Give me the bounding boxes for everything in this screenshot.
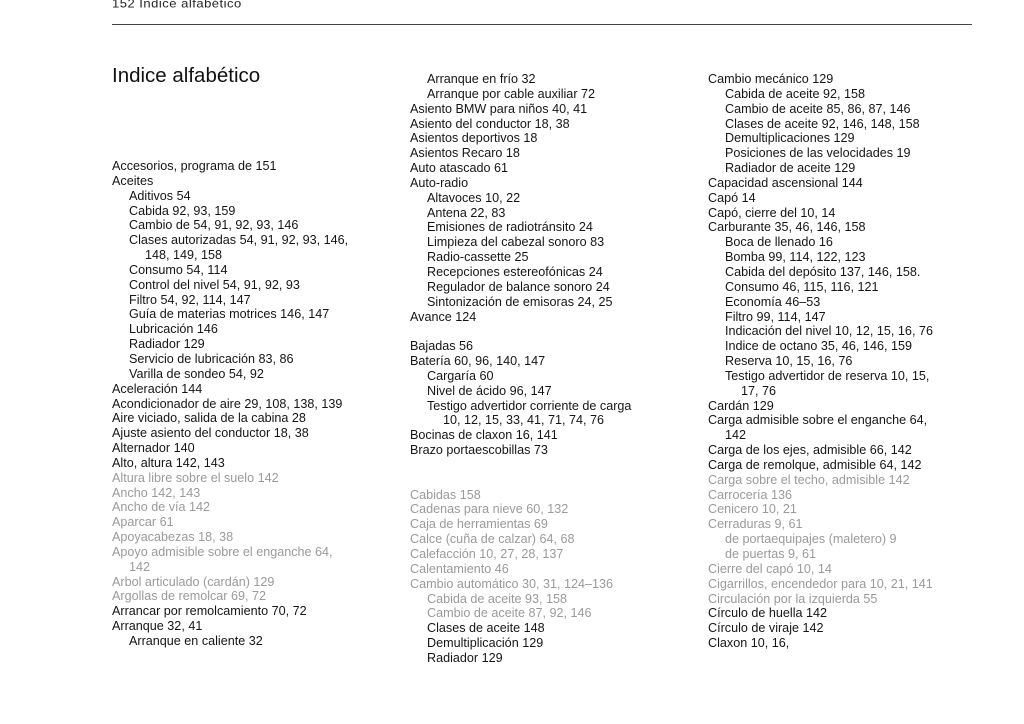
index-subentry: de puertas 9, 61: [725, 547, 817, 561]
index-subentry: Cambio de aceite 85, 86, 87, 146: [725, 101, 911, 116]
index-entry: Batería 60, 96, 140, 147: [410, 354, 546, 369]
index-subentry: de portaequipajes (maletero) 9: [725, 532, 897, 547]
index-subentry: Nivel de ácido 96, 147: [427, 383, 552, 398]
index-subentry: Reserva 10, 15, 16, 76: [725, 354, 853, 369]
index-subentry: Filtro 99, 114, 147: [725, 309, 826, 324]
index-subentry: Cabida de aceite 93, 158: [427, 591, 568, 606]
index-entry: Auto atascado 61: [410, 161, 509, 176]
header-rule: [112, 24, 972, 25]
index-subentry: Arranque en caliente 32: [129, 634, 263, 648]
index-subentry: Testigo advertidor corriente de carga: [427, 398, 632, 413]
index-entry: Calentamiento 46: [410, 561, 509, 576]
index-entry: Ancho 142, 143: [112, 485, 201, 500]
index-column-3: [708, 72, 988, 651]
index-entry: Ajuste asiento del conductor 18, 38: [112, 426, 309, 441]
index-subentry: Varilla de sondeo 54, 92: [129, 366, 264, 381]
index-entry: Bocinas de claxon 16, 141: [410, 428, 558, 443]
index-subentry: Demultiplicaciones 129: [725, 131, 855, 146]
index-entry: Círculo de viraje 142: [708, 621, 824, 636]
index-subentry: Control del nivel 54, 91, 92, 93: [129, 277, 300, 292]
index-subentry: Indice de octano 35, 46, 146, 159: [725, 339, 912, 354]
index-subentry: Demultiplicación 129: [427, 636, 544, 651]
index-subentry: 148, 149, 158: [145, 248, 223, 263]
index-entry: Aceleración 144: [112, 381, 203, 396]
index-subentry: 17, 76: [741, 383, 777, 398]
index-entry: Carga sobre el techo, admisible 142: [708, 472, 910, 487]
index-entry: Arrancar por remolcamiento 70, 72: [112, 604, 307, 619]
index-subentry: Radiador 129: [427, 650, 503, 665]
index-entry: Carga de remolque, admisible 64, 142: [708, 457, 922, 472]
index-entry: Cambio mecánico 129: [708, 72, 834, 86]
index-entry: Cierre del capó 10, 14: [708, 561, 832, 576]
index-subentry: Aditivos 54: [129, 188, 191, 203]
index-subentry: Cambio de aceite 87, 92, 146: [427, 606, 592, 621]
index-subentry: Economía 46–53: [725, 294, 821, 309]
index-entry: Cambio automático 30, 31, 124–136: [410, 576, 614, 591]
index-entry: Cenicero 10, 21: [708, 502, 797, 517]
index-subentry: Arranque en frío 32: [427, 72, 536, 86]
index-subentry: Arranque por cable auxiliar 72: [427, 86, 596, 101]
index-subentry: Filtro 54, 92, 114, 147: [129, 292, 251, 307]
index-entry: Calce (cuña de calzar) 64, 68: [410, 532, 575, 547]
index-entry: Argollas de remolcar 69, 72: [112, 589, 267, 604]
index-entry: Arbol articulado (cardán) 129: [112, 574, 275, 589]
index-entry: Accesorios, programa de 151: [112, 159, 277, 173]
index-entry: Aire viciado, salida de la cabina 28: [112, 411, 306, 426]
index-entry: Bajadas 56: [410, 339, 474, 354]
index-subentry: Clases de aceite 148: [427, 621, 545, 636]
index-entry: Cabidas 158: [410, 487, 481, 502]
index-subentry: Sintonización de emisoras 24, 25: [427, 294, 613, 309]
index-entry: Calefacción 10, 27, 28, 137: [410, 547, 564, 561]
index-subentry: Clases de aceite 92, 146, 148, 158: [725, 116, 920, 131]
index-entry: Apoyo admisible sobre el enganche 64,: [112, 544, 333, 559]
index-entry: Brazo portaescobillas 73: [410, 443, 548, 458]
index-entry: Acondicionador de aire 29, 108, 138, 139: [112, 396, 343, 411]
index-entry: Alto, altura 142, 143: [112, 455, 225, 470]
index-subentry: Posiciones de las velocidades 19: [725, 146, 911, 161]
index-column-2: [410, 72, 690, 666]
index-entry: Capó, cierre del 10, 14: [708, 205, 836, 220]
index-subentry: Servicio de lubricación 83, 86: [129, 351, 294, 366]
index-subentry: Cambio de 54, 91, 92, 93, 146: [129, 218, 299, 233]
index-entry: Apoyacabezas 18, 38: [112, 530, 234, 545]
index-subentry: Cargaría 60: [427, 368, 494, 383]
index-subentry: Boca de llenado 16: [725, 235, 833, 250]
index-subentry: Consumo 46, 115, 116, 121: [725, 279, 879, 294]
index-entry: Carburante 35, 46, 146, 158: [708, 220, 866, 235]
index-entry: Círculo de huella 142: [708, 606, 828, 621]
index-entry: Circulación por la izquierda 55: [708, 591, 878, 606]
index-subentry: Radio-cassette 25: [427, 250, 529, 265]
index-subentry: Emisiones de radiotránsito 24: [427, 220, 593, 235]
index-subentry: 10, 12, 15, 33, 41, 71, 74, 76: [443, 413, 605, 428]
index-entry: Capacidad ascensional 144: [708, 175, 863, 190]
section-spacer: [410, 473, 690, 488]
index-entry: Aparcar 61: [112, 515, 174, 530]
index-entry: Capó 14: [708, 190, 756, 205]
index-subentry: Altavoces 10, 22: [427, 190, 521, 205]
index-entry: Cerraduras 9, 61: [708, 517, 803, 532]
index-entry: Asientos Recaro 18: [410, 146, 520, 161]
index-column-1: [112, 159, 402, 649]
index-subentry: Antena 22, 83: [427, 205, 506, 220]
index-entry: Cadenas para nieve 60, 132: [410, 502, 569, 517]
index-subentry: Recepciones estereofónicas 24: [427, 264, 603, 279]
index-subentry: Guía de materias motrices 146, 147: [129, 307, 330, 322]
section-spacer: [410, 324, 690, 339]
index-subentry: Clases autorizadas 54, 91, 92, 93, 146,: [129, 233, 349, 248]
section-spacer: [410, 458, 690, 473]
index-entry: Avance 124: [410, 309, 477, 324]
index-entry: Arranque 32, 41: [112, 619, 203, 634]
index-subentry: Cabida 92, 93, 159: [129, 203, 236, 218]
index-entry: 142: [129, 559, 151, 574]
index-entry: Altura libre sobre el suelo 142: [112, 470, 279, 485]
index-entry: Ancho de vía 142: [112, 500, 211, 515]
index-subentry: Lubricación 146: [129, 322, 218, 337]
index-entry: Claxon 10, 16,: [708, 636, 790, 651]
index-entry: Cardán 129: [708, 398, 774, 413]
index-entry: Carga de los ejes, admisible 66, 142: [708, 443, 912, 458]
index-entry: Asiento del conductor 18, 38: [410, 116, 570, 131]
index-subentry: Testigo advertidor de reserva 10, 15,: [725, 368, 930, 383]
index-entry: Carrocería 136: [708, 487, 792, 502]
index-entry: Alternador 140: [112, 441, 195, 456]
page-title: Indice alfabético: [112, 64, 261, 87]
index-entry: Cigarrillos, encendedor para 10, 21, 141: [708, 576, 933, 591]
index-subentry: Consumo 54, 114: [129, 262, 228, 277]
index-subentry: Bomba 99, 114, 122, 123: [725, 250, 866, 265]
index-subentry: Cabida de aceite 92, 158: [725, 86, 866, 101]
index-subentry: Indicación del nivel 10, 12, 15, 16, 76: [725, 324, 933, 339]
index-subentry: Regulador de balance sonoro 24: [427, 279, 610, 294]
index-subentry: Limpieza del cabezal sonoro 83: [427, 235, 605, 250]
index-entry: Asiento BMW para niños 40, 41: [410, 101, 588, 116]
index-entry: Asientos deportivos 18: [410, 131, 538, 146]
index-subentry: Radiador 129: [129, 337, 205, 352]
index-entry: Aceites: [112, 173, 154, 188]
index-entry: Carga admisible sobre el enganche 64,: [708, 413, 928, 428]
index-entry: Auto-radio: [410, 175, 469, 190]
index-subentry: Radiador de aceite 129: [725, 161, 856, 176]
page-header: 152 Indice alfabético: [112, 0, 242, 11]
index-entry: Caja de herramientas 69: [410, 517, 548, 532]
index-entry: 142: [725, 428, 747, 443]
index-subentry: Cabida del depósito 137, 146, 158.: [725, 264, 921, 279]
